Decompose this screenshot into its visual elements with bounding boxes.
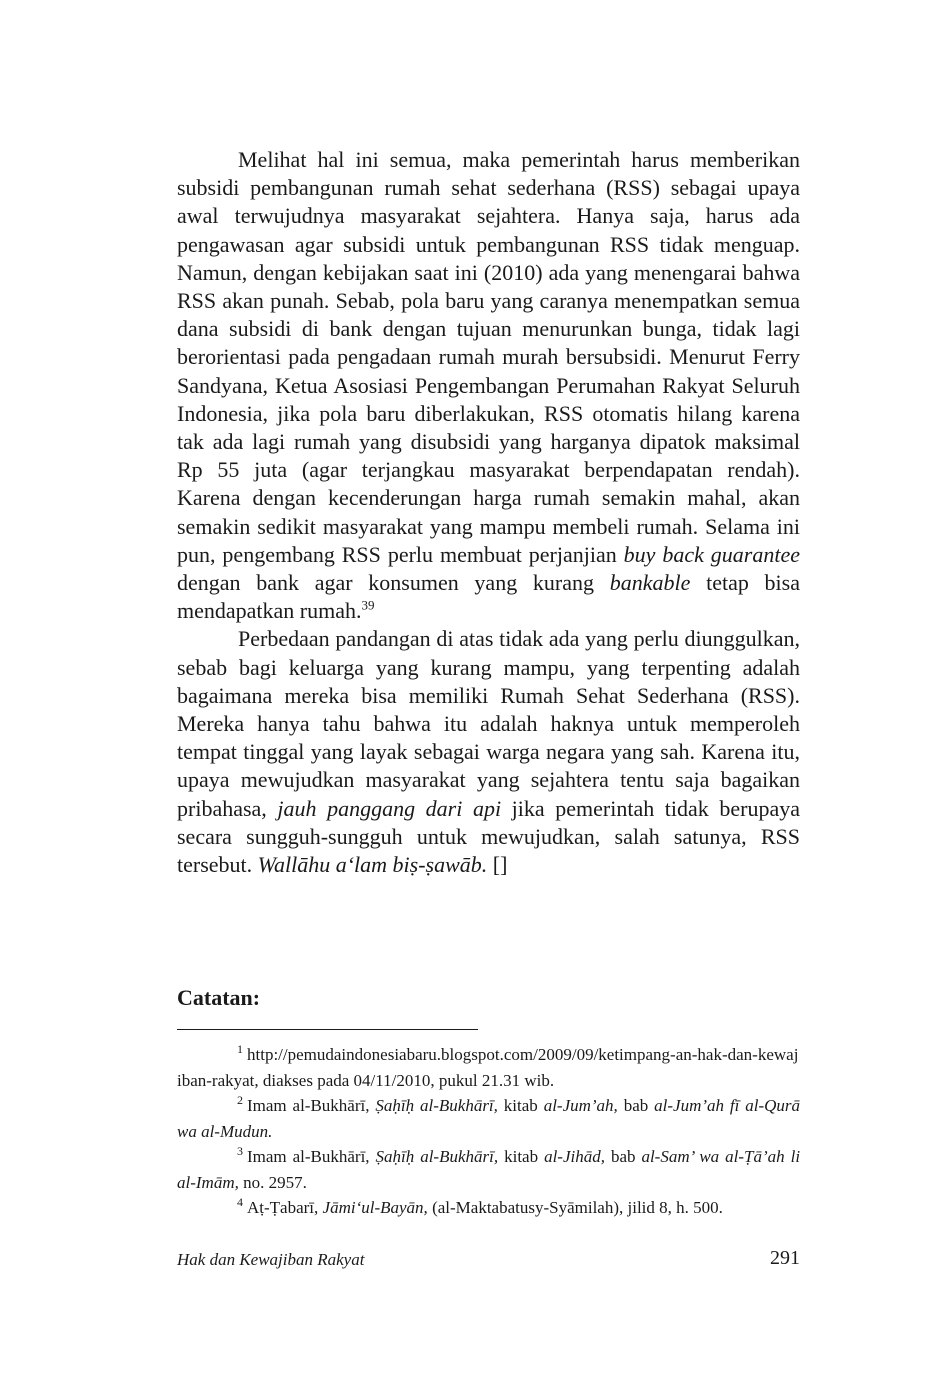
- paragraph-2-text-a: Perbedaan pandangan di atas tidak ada yang perlu diunggulkan, sebab bagi keluarga yang kurang mampu, yang terpenting adalah bagaimana mereka bisa memiliki Rumah Sehat Sederhana (RSS). Mereka hanya tahu bahwa itu adalah haknya untuk memperoleh tempat tinggal yang layak sebagai warga negara yang sah. Karena itu, upaya mewujudkan masyarakat yang sejahtera tentu saja bagaikan pribahasa,: [177, 626, 800, 821]
- footnote-1-text: http://pemudaindonesiabaru.blogspot.com/2009/09/ketimpang-an-hak-dan-kewajiban-rakyat, diakses pada 04/11/2010, pukul 21.31 wib.: [177, 1045, 799, 1090]
- footnote-3-bab-label: bab: [610, 1147, 636, 1166]
- footnote-3-author: Imam al-Bukhārī,: [247, 1147, 370, 1166]
- footnote-4-book: Jāmi‘ul-Bayān,: [322, 1198, 428, 1217]
- footnotes: [177, 1042, 800, 1221]
- footnote-3-kitab-label: kitab: [504, 1147, 539, 1166]
- paragraph-1-text-a: Melihat hal ini semua, maka pemerintah harus memberikan subsidi pembangunan rumah sehat sederhana (RSS) sebagai upaya awal terwujudnya masyarakat sejahtera. Hanya saja, harus ada pengawasan agar subsidi untuk pembangunan RSS tidak menguap. Namun, dengan kebijakan saat ini (2010) ada yang menengarai bahwa RSS akan punah. Sebab, pola baru yang caranya menempatkan semua dana subsidi di bank dengan tujuan menurunkan bunga, tidak lagi berorientasi pada pengadaan rumah murah bersubsidi. Menurut Ferry Sandyana, Ketua Asosiasi Pengembangan Perumahan Rakyat Seluruh Indonesia, jika pola baru diberlakukan, RSS otomatis hilang karena tak ada lagi rumah yang disubsidi yang harganya dipatok maksimal Rp 55 juta (agar terjangkau masyarakat berpendapatan rendah). Karena dengan kecenderungan harga rumah semakin mahal, akan semakin sedikit masyarakat yang mampu membeli rumah. Selama ini pun, pengembang RSS perlu membuat perjanjian: [177, 147, 800, 567]
- footnote-reference: 39: [361, 597, 375, 613]
- paragraph-2-text-b: jika pemerintah tidak berupaya secara sungguh-sungguh untuk mewujudkan, salah satunya, RSS tersebut.: [177, 795, 801, 878]
- paragraph-1-italic-a: buy back guarantee: [623, 541, 801, 567]
- page-number: 291: [770, 1247, 800, 1269]
- footnote-number: 2: [237, 1093, 243, 1108]
- footnote-4-author: Aṭ-Ṭabarī,: [247, 1198, 319, 1217]
- running-footer-title: Hak dan Kewajiban Rakyat: [177, 1250, 365, 1269]
- footnote-3: [177, 1144, 800, 1195]
- paragraph-1-text-c: tetap bisa mendapatkan rumah.: [177, 570, 800, 624]
- paragraph-2-italic-a: jauh panggang dari api: [277, 795, 502, 821]
- paragraph-1-text-b: dengan bank agar konsumen yang kurang: [177, 570, 594, 596]
- footnote-1: [177, 1042, 800, 1093]
- main-body: [177, 146, 800, 879]
- footnote-3-bab: al-Sam’ wa al-Ṭā’ah li al-Imām,: [177, 1147, 801, 1192]
- notes-divider: [177, 1029, 478, 1030]
- paragraph-2-text-c: []: [492, 852, 508, 878]
- footnote-2-author: Imam al-Bukhārī,: [247, 1096, 370, 1115]
- paragraph-2: [177, 625, 800, 879]
- notes-heading: Catatan:: [177, 985, 261, 1010]
- footnote-3-kitab: al-Jihād,: [544, 1147, 605, 1166]
- footnote-number: 1: [237, 1042, 243, 1057]
- footnote-4: [177, 1195, 800, 1221]
- footnote-number: 4: [237, 1195, 243, 1210]
- footnote-number: 3: [237, 1144, 243, 1159]
- footnote-3-number: no. 2957.: [243, 1172, 307, 1192]
- footnote-2-kitab-label: kitab: [503, 1096, 538, 1115]
- paragraph-1-italic-b: bankable: [609, 570, 691, 596]
- footnote-2: [177, 1093, 800, 1144]
- footnote-3-book: Ṣaḥīḥ al-Bukhārī,: [375, 1147, 499, 1166]
- footnote-2-bab-label: bab: [623, 1096, 649, 1115]
- paragraph-2-italic-b: Wallāhu a‘lam biṣ-ṣawāb.: [257, 852, 488, 878]
- paragraph-1: [177, 146, 800, 625]
- footnote-2-kitab: al-Jum’ah,: [543, 1096, 618, 1115]
- footnote-2-bab: al-Jum’ah fī al-Qurā wa al-Mudun.: [177, 1096, 801, 1141]
- footnote-4-details: (al-Maktabatusy-Syāmilah), jilid 8, h. 500.: [432, 1198, 723, 1217]
- footnote-2-book: Ṣaḥīḥ al-Bukhārī,: [375, 1096, 498, 1115]
